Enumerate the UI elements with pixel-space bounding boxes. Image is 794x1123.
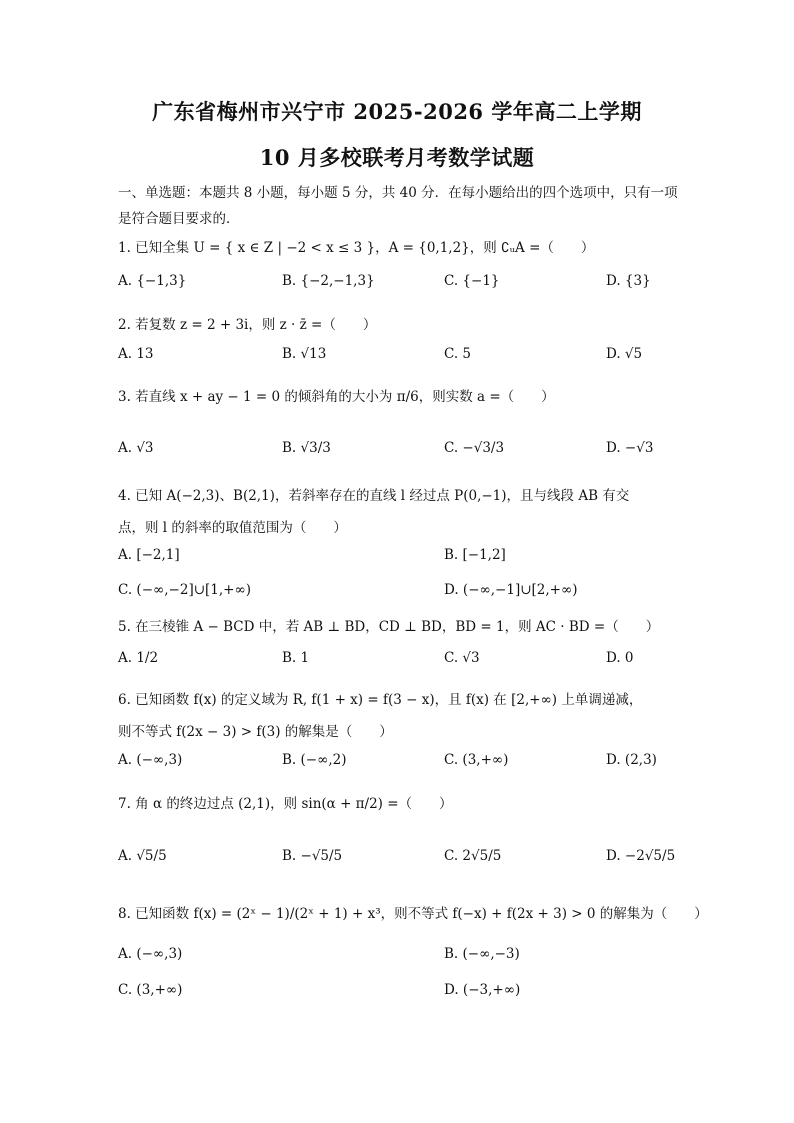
page-subtitle: 10 月多校联考月考数学试题 [259, 145, 535, 170]
question-6-option-d: D. (2,3) [606, 752, 657, 768]
question-8-option-a: A. (−∞,3) [118, 946, 183, 962]
question-2-option-c: C. 5 [444, 346, 472, 362]
question-8-stem: 8. 已知函数 f(x) = (2ˣ − 1)/(2ˣ + 1) + x³，则不等式 f(−x) + f(2x + 3) > 0 的解集为（ ） [118, 906, 708, 922]
question-3-option-d: D. −√3 [606, 440, 654, 456]
question-4-option-a: A. [−2,1] [118, 547, 180, 563]
question-1-option-a: A. {−1,3} [118, 273, 187, 289]
question-5-option-d: D. 0 [606, 650, 634, 666]
question-3-option-b: B. √3/3 [282, 440, 331, 456]
question-6-option-b: B. (−∞,2) [282, 752, 347, 768]
question-3-option-c: C. −√3/3 [444, 440, 505, 456]
question-8-option-d: D. (−3,+∞) [444, 982, 521, 998]
question-5-option-c: C. √3 [444, 650, 480, 666]
question-2-stem: 2. 若复数 z = 2 + 3i，则 z · z̄ =（ ） [118, 317, 377, 333]
question-4-stem-cont: 点，则 l 的斜率的取值范围为（ ） [118, 520, 347, 536]
question-5-option-b: B. 1 [282, 650, 310, 666]
question-4-option-c: C. (−∞,−2]∪[1,+∞) [118, 582, 251, 598]
question-7-option-c: C. 2√5/5 [444, 848, 502, 864]
question-5-stem: 5. 在三棱锥 A − BCD 中，若 AB ⊥ BD，CD ⊥ BD，BD = 1，则 AC · BD =（ ） [118, 619, 660, 635]
question-4-option-b: B. [−1,2] [444, 547, 506, 563]
question-2-option-a: A. 13 [118, 346, 154, 362]
question-5-option-a: A. 1/2 [118, 650, 159, 666]
section-heading: 一、单选题：本题共 8 小题，每小题 5 分，共 40 分．在每小题给出的四个选项中，只有一项是符合题目要求的． [118, 185, 678, 227]
question-6-stem-cont: 则不等式 f(2x − 3) > f(3) 的解集是（ ） [118, 724, 393, 740]
question-4-stem: 4. 已知 A(−2,3)、B(2,1)，若斜率存在的直线 l 经过点 P(0,−1)，且与线段 AB 有交 [118, 488, 630, 504]
question-1-stem: 1. 已知全集 U = { x ∈ Z | −2 < x ≤ 3 }，A = {0,1,2}，则 ∁ᵤA =（ ） [118, 240, 595, 256]
question-6-option-a: A. (−∞,3) [118, 752, 183, 768]
question-7-stem: 7. 角 α 的终边过点 (2,1)，则 sin(α + π/2) =（ ） [118, 796, 453, 812]
question-7-option-d: D. −2√5/5 [606, 848, 676, 864]
question-2-option-d: D. √5 [606, 346, 643, 362]
question-3-stem: 3. 若直线 x + ay − 1 = 0 的倾斜角的大小为 π/6，则实数 a =（ ） [118, 389, 555, 405]
question-8-option-c: C. (3,+∞) [118, 982, 183, 998]
question-6-option-c: C. (3,+∞) [444, 752, 509, 768]
question-7-option-a: A. √5/5 [118, 848, 167, 864]
question-1-option-c: C. {−1} [444, 273, 500, 289]
question-7-option-b: B. −√5/5 [282, 848, 343, 864]
page-title: 广东省梅州市兴宁市 2025-2026 学年高二上学期 [152, 99, 642, 124]
question-2-option-b: B. √13 [282, 346, 327, 362]
question-1-option-b: B. {−2,−1,3} [282, 273, 375, 289]
question-8-option-b: B. (−∞,−3) [444, 946, 520, 962]
question-3-option-a: A. √3 [118, 440, 154, 456]
question-1-option-d: D. {3} [606, 273, 651, 289]
question-6-stem: 6. 已知函数 f(x) 的定义域为 R, f(1 + x) = f(3 − x)，且 f(x) 在 [2,+∞) 上单调递减， [118, 692, 643, 708]
question-4-option-d: D. (−∞,−1]∪[2,+∞) [444, 582, 578, 598]
